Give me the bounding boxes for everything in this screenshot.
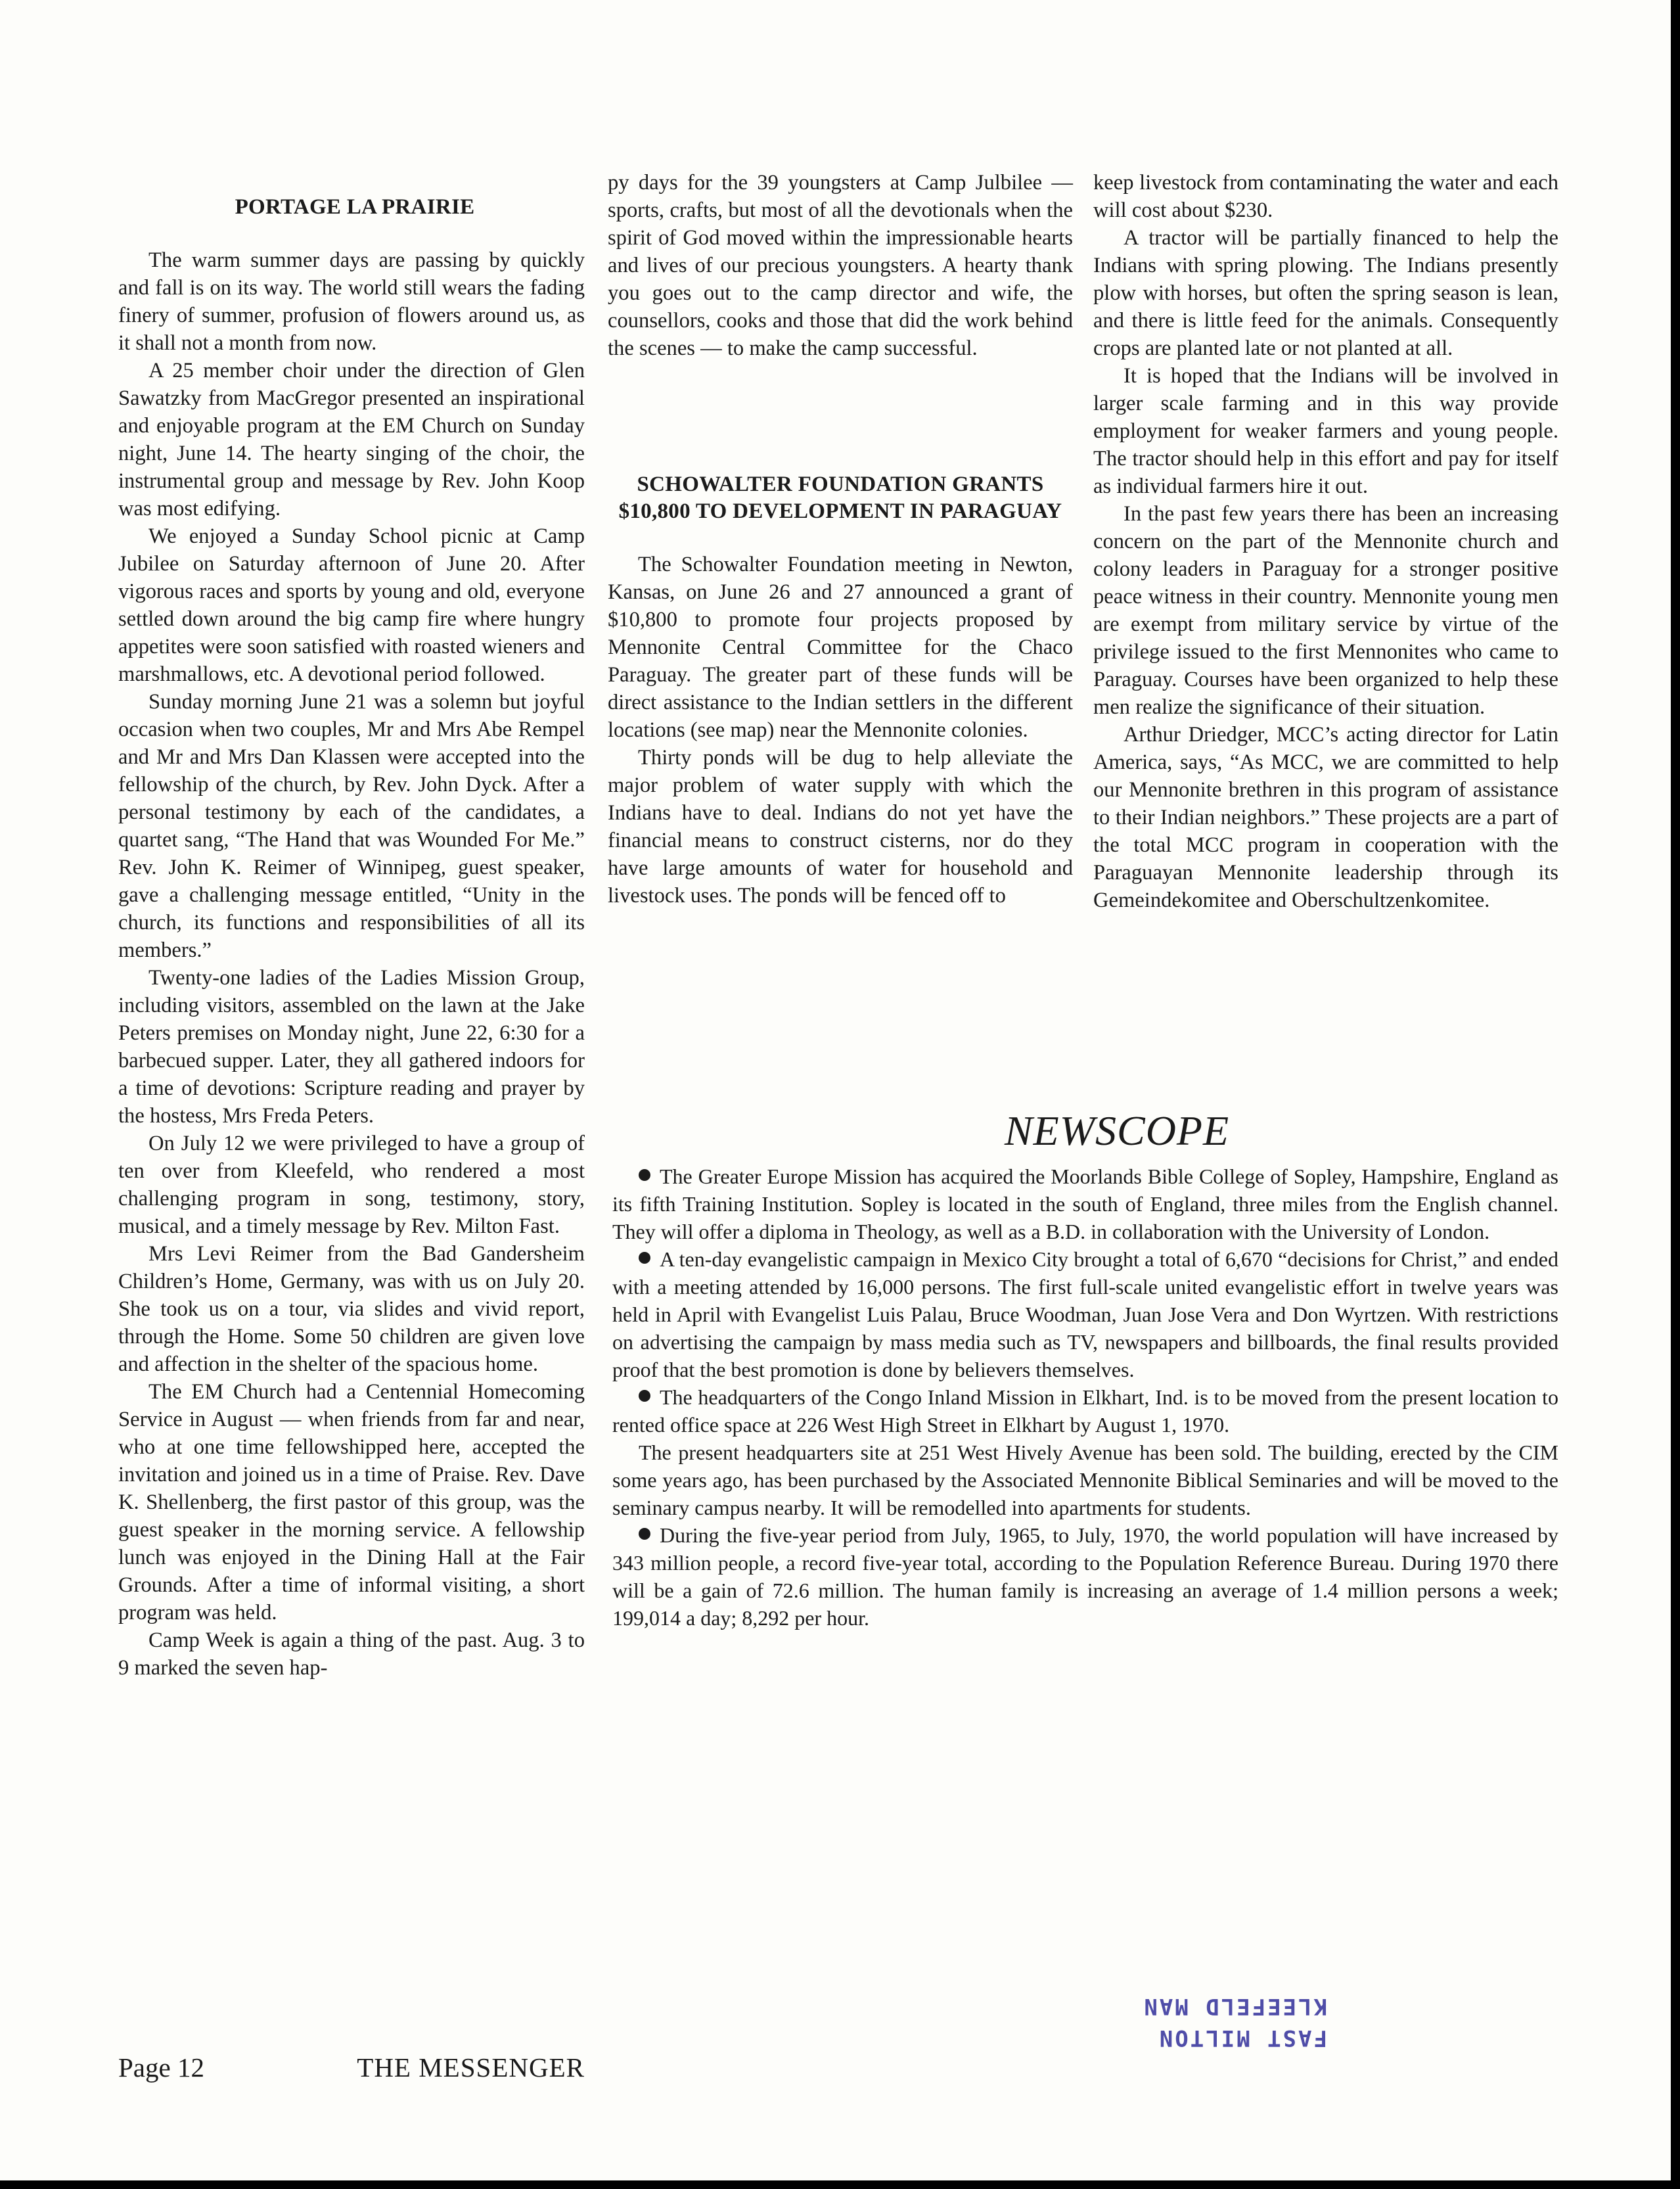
article-paragraph: Twenty-one ladies of the Ladies Mission Group, including visitors, assembled on the lawn at the Jake Peters premises on Monday night, June 22, 6:30 for a barbecued supper. Later, they all gathered indoors for a time of devotions: Scripture reading and prayer by the hostess, Mrs Freda Peters. — [118, 966, 585, 1128]
article-paragraph: It is hoped that the Indians will be involved in larger scale farming and in this way provide employment for weaker farmers and young people. The tractor should help in this effort and pay for itself as individual farmers hire it out. — [1093, 364, 1558, 498]
stamp-line-place: KLEEFELD MAN — [1142, 1993, 1327, 2019]
news-item — [612, 1163, 1558, 1245]
article-paragraph: We enjoyed a Sunday School picnic at Camp Jubilee on Saturday afternoon of June 20. After vigorous races and sports by young and old, everyone settled down around the big camp fire where hungry appetites were soon satisfied with roasted wieners and marshmallows, etc. A devotional period followed. — [118, 524, 585, 686]
address-stamp — [1104, 1962, 1327, 2054]
article-paragraph: On July 12 we were privileged to have a group of ten over from Kleefeld, who rendered a most challenging program in song, testimony, story, musical, and a timely message by Rev. Milton Fast. — [118, 1132, 585, 1238]
news-item-text: During the five-year period from July, 1965, to July, 1970, the world population will have increased by 343 million people, a record five-year total, according to the Population Reference Bureau. During 1970 there will be a gain of 72.6 million. The human family is increasing an average of 1.4 million persons a week; 199,014 a day; 8,292 per hour. — [612, 1523, 1558, 1630]
news-item — [612, 1521, 1558, 1632]
stamp-line-name: FAST MILTON — [1157, 2025, 1327, 2051]
article-paragraph: Mrs Levi Reimer from the Bad Gandersheim Children’s Home, Germany, was with us on July 20. She took us on a tour, via slides and vivid report, through the Home. Some 50 children are given love and affection in the shelter of the spacious home. — [118, 1242, 585, 1376]
bullet-icon — [639, 1169, 650, 1181]
article-paragraph: In the past few years there has been an increasing concern on the part of the Mennonite church and colony leaders in Paraguay for a stronger positive peace witness in their country. Mennonite young men are exempt from military service by virtue of the privilege issued to the first Mennonites who came to Paraguay. Courses have been organized to help these men realize the significance of their situation. — [1093, 502, 1558, 719]
middle-column — [608, 169, 1073, 910]
news-item — [612, 1383, 1558, 1439]
news-item-text: The Greater Europe Mission has acquired the Moorlands Bible College of Sopley, Hampshire, England as its fifth Training Institution. Sopley is located in the south of England, three miles from the English channel. They will offer a diploma in Theology, as well as a B.D. in collaboration with the University of London. — [612, 1164, 1558, 1243]
portage-heading: PORTAGE LA PRAIRIE — [235, 195, 475, 219]
news-item-text: The headquarters of the Congo Inland Mission in Elkhart, Ind. is to be moved from the present location to rented office space at 226 West High Street in Elkhart by August 1, 1970. — [612, 1385, 1558, 1437]
publication-name: THE MESSENGER — [357, 2052, 585, 2083]
article-paragraph: Arthur Driedger, MCC’s acting director for Latin America, says, “As MCC, we are committed to help our Mennonite brethren in this program of assistance to their Indian neighbors.” These projects are a part of the total MCC program in cooperation with the Paraguayan Mennonite leadership through its Gemeindekomitee and Oberschultzenkomitee. — [1093, 723, 1558, 912]
article-paragraph: Sunday morning June 21 was a solemn but joyful occasion when two couples, Mr and Mrs Abe Rempel and Mr and Mrs Dan Klassen were accepted into the fellowship of the church, by Rev. John Dyck. After a personal testimony by each of the candidates, a quartet sang, “The Hand that was Wounded For Me.” Rev. John K. Reimer of Winnipeg, guest speaker, gave a challenging message entitled, “Unity in the church, its functions and responsibilities of all its members.” — [118, 690, 585, 962]
newscope-body — [612, 1163, 1558, 1632]
article-paragraph: The EM Church had a Centennial Homecoming Service in August — when friends from far and near, who at one time fellowshipped here, accepted the invitation and joined us in a time of Praise. Rev. Dave K. Shellenberg, the first pastor of this group, was the guest speaker in the morning service. A fellowship lunch was enjoyed in the Dining Hall at the Fair Grounds. After a time of informal visiting, a short program was held. — [118, 1380, 585, 1624]
news-item — [612, 1245, 1558, 1383]
schowalter-heading: SCHOWALTER FOUNDATION GRANTS $10,800 TO DEVELOPMENT IN PARAGUAY — [618, 472, 1062, 523]
news-sub-paragraph: The present headquarters site at 251 West Hively Avenue has been sold. The building, erected by the CIM some years ago, has been purchased by the Associated Mennonite Biblical Seminaries and will be moved to the seminary campus nearby. It will be remodelled into apartments for students. — [612, 1440, 1558, 1519]
continued-paragraph: py days for the 39 youngsters at Camp Julbilee — sports, crafts, but most of all the devotionals when the spirit of God moved within the impressionable hearts and lives of our precious youngsters. A hearty thank you goes out to the camp director and wife, the counsellors, cooks and those that did the work behind the scenes — to make the camp successful. — [608, 171, 1073, 360]
newscope-title: NEWSCOPE — [1004, 1107, 1230, 1154]
page-footer — [118, 2052, 585, 2083]
column-spacer — [608, 362, 1073, 471]
bullet-icon — [639, 1252, 650, 1264]
article-paragraph: Camp Week is again a thing of the past. Aug. 3 to 9 marked the seven hap- — [118, 1628, 585, 1680]
news-item-text: A ten-day evangelistic campaign in Mexico City brought a total of 6,670 “decisions for Christ,” and ended with a meeting attended by 16,000 persons. The first full-scale united evangelistic effort in twelve years was held in April with Evangelist Luis Palau, Bruce Woodman, Juan Jose Vera and Don Wyrtzen. With restrictions on advertising the campaign by mass media such as TV, newspapers and billboards, the final results provided proof that the best promotion is done by believers themselves. — [612, 1247, 1558, 1381]
page-number: Page 12 — [118, 2052, 204, 2083]
article-paragraph: Thirty ponds will be dug to help alleviate the major problem of water supply with which the Indians have to deal. Indians do not yet have the financial means to construct cisterns, nor do they have large amounts of water for household and livestock uses. The ponds will be fenced off to — [608, 746, 1073, 908]
left-column — [118, 194, 585, 1682]
right-column — [1093, 169, 1558, 914]
continued-paragraph: keep livestock from contaminating the water and each will cost about $230. — [1093, 171, 1558, 222]
bullet-icon — [639, 1528, 650, 1540]
article-paragraph: The warm summer days are passing by quickly and fall is on its way. The world still wears the fading finery of summer, profusion of flowers around us, as it shall not a month from now. — [118, 248, 585, 355]
article-paragraph: A tractor will be partially financed to help the Indians with spring plowing. The Indians presently plow with horses, but often the spring season is lean, and there is little feed for the animals. Consequently crops are planted late or not planted at all. — [1093, 226, 1558, 360]
article-paragraph: The Schowalter Foundation meeting in Newton, Kansas, on June 26 and 27 announced a grant of $10,800 to promote four projects proposed by Mennonite Central Committee for the Chaco Paraguay. The greater part of these funds will be direct assistance to the Indian settlers in the different locations (see map) near the Mennonite colonies. — [608, 553, 1073, 742]
article-paragraph: A 25 member choir under the direction of Glen Sawatzky from MacGregor presented an inspirational and enjoyable program at the EM Church on Sunday night, June 14. The hearty singing of the choir, the instrumental group and message by Rev. John Koop was most edifying. — [118, 359, 585, 520]
bullet-icon — [639, 1390, 650, 1402]
